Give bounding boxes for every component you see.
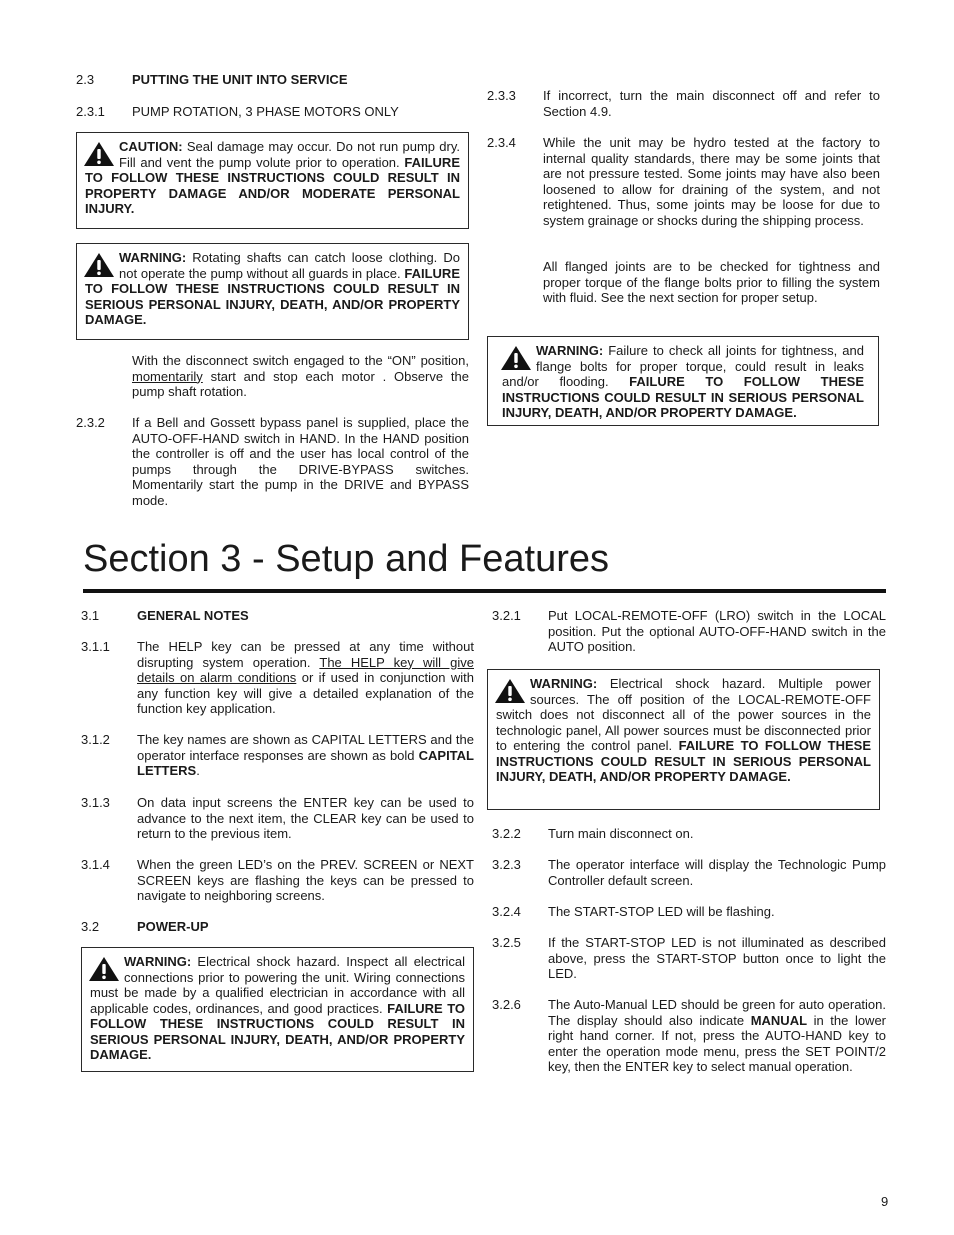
warning-box	[487, 669, 880, 810]
section-number: 3.2	[81, 919, 100, 934]
warning-text: Electrical shock hazard. Inspect all electrical connections prior to powering the unit. Wiring connections must be made by a qualified electrician in accordance with all applicable codes, ordinances, and good practices.	[90, 954, 465, 1016]
section-number: 2.3	[76, 72, 95, 87]
paragraph: Turn main disconnect on.	[548, 826, 694, 841]
warning-lead: WARNING:	[119, 250, 187, 265]
section-number: 3.1.2	[81, 732, 110, 747]
section-number: 3.2.2	[492, 826, 521, 841]
warning-triangle-icon	[88, 956, 120, 984]
section-number: 3.1.1	[81, 639, 110, 654]
warning-bold: FAILURE TO FOLLOW THESE INSTRUCTIONS COULD RESULT IN SERIOUS PERSONAL INJURY, DEATH, AND/OR PROPERTY DAMAGE.	[85, 265, 460, 327]
warning-text: Electrical shock hazard. Multiple power sources. The off position of the LOCAL-REMOTE-OFF switch does not disconnect all of the power sources in the technologic panel, All power sources must be disconnected prior to entering the control panel.	[496, 676, 871, 753]
warning-triangle-icon	[83, 141, 115, 169]
paragraph: If incorrect, turn the main disconnect off and refer to Section 4.9.	[543, 88, 880, 119]
section-number: 3.1.4	[81, 857, 110, 872]
warning-box	[487, 336, 879, 426]
paragraph: The START-STOP LED will be flashing.	[548, 904, 775, 919]
paragraph: If a Bell and Gossett bypass panel is supplied, place the AUTO-OFF-HAND switch in HAND. In the HAND position the controller is off and the user has local control of the pumps through the DRIVE-BYPASS switches. Momentarily start the pump in the DRIVE and BYPASS mode.	[132, 415, 469, 508]
paragraph: With the disconnect switch engaged to the “ON” position, momentarily start and stop each motor . Observe the pump shaft rotation.	[132, 353, 469, 399]
warning-text: Rotating shafts can catch loose clothing. Do not operate the pump without all guards in place.	[119, 250, 460, 281]
warning-text: Failure to check all joints for tightness, and flange bolts for proper torque, could result in leaks and/or flooding.	[502, 343, 864, 389]
section-heading: PUTTING THE UNIT INTO SERVICE	[132, 72, 348, 87]
section-heading: GENERAL NOTES	[137, 608, 249, 623]
warning-box	[81, 947, 474, 1072]
warning-lead: WARNING:	[530, 676, 598, 691]
warning-bold: FAILURE TO FOLLOW THESE INSTRUCTIONS COULD RESULT IN SERIOUS PERSONAL INJURY, DEATH, AND/OR PROPERTY DAMAGE.	[496, 738, 871, 784]
section-number: 3.2.6	[492, 997, 521, 1012]
section-heading: POWER-UP	[137, 919, 209, 934]
caution-bold: FAILURE TO FOLLOW THESE INSTRUCTIONS COULD RESULT IN PROPERTY DAMAGE AND/OR MODERATE PERSONAL INJURY.	[85, 154, 460, 216]
paragraph: When the green LED’s on the PREV. SCREEN or NEXT SCREEN keys are flashing the keys can be pressed to navigate to neighboring screens.	[137, 857, 474, 903]
paragraph: While the unit may be hydro tested at the factory to internal quality standards, there may be some joints that are not pressure tested. Some joints may have also been loosened to allow for draining of the system, and not retightened. Thus, some joints may be loose for due to system grainage or shocks during the shipping process.	[543, 135, 880, 228]
paragraph: The Auto-Manual LED should be green for auto operation. The display should also indicate MANUAL in the lower right hand corner. If not, press the AUTO-HAND key to enter the operation mode menu, press the SET POINT/2 key, then the ENTER key to select manual operation.	[548, 997, 887, 1074]
title-rule	[83, 589, 886, 593]
section-number: 2.3.2	[76, 415, 105, 430]
paragraph: On data input screens the ENTER key can be used to advance to the next item, the CLEAR key can be used to return to the previous item.	[137, 795, 474, 841]
paragraph: If the START-STOP LED is not illuminated as described above, press the START-STOP button once to light the LED.	[548, 935, 886, 981]
warning-triangle-icon	[83, 252, 115, 280]
section-number: 3.2.5	[492, 935, 521, 950]
paragraph: Put LOCAL-REMOTE-OFF (LRO) switch in the LOCAL position. Put the optional AUTO-OFF-HAND switch in the AUTO position.	[548, 608, 886, 654]
section-number: 2.3.1	[76, 104, 105, 119]
paragraph: The HELP key can be pressed at any time without disrupting system operation. The HELP key will give details on alarm conditions or if used in conjunction with any function key will give a detailed explanation of the function key application.	[137, 639, 474, 716]
paragraph: The key names are shown as CAPITAL LETTERS and the operator interface responses are shown as bold CAPITAL LETTERS.	[137, 732, 474, 778]
warning-triangle-icon	[494, 678, 526, 706]
section-number: 3.2.4	[492, 904, 521, 919]
warning-triangle-icon	[500, 345, 532, 373]
warning-lead: WARNING:	[536, 343, 604, 358]
section-number: 2.3.3	[487, 88, 516, 103]
warning-box	[76, 243, 469, 340]
section-number: 3.1.3	[81, 795, 110, 810]
section-heading: PUMP ROTATION, 3 PHASE MOTORS ONLY	[132, 104, 399, 119]
warning-bold: FAILURE TO FOLLOW THESE INSTRUCTIONS COULD RESULT IN SERIOUS PERSONAL INJURY, DEATH, AND/OR PROPERTY DAMAGE.	[90, 1000, 466, 1062]
section-number: 3.2.1	[492, 608, 521, 623]
section-number: 3.1	[81, 608, 100, 623]
warning-lead: WARNING:	[124, 954, 192, 969]
paragraph: All flanged joints are to be checked for tightness and proper torque of the flange bolts prior to filling the system with fluid. See the next section for proper setup.	[543, 259, 880, 305]
caution-box	[76, 132, 469, 229]
page-title: Section 3 - Setup and Features	[83, 538, 609, 580]
caution-text: Seal damage may occur. Do not run pump dry. Fill and vent the pump volute prior to operation.	[119, 139, 460, 170]
section-number: 2.3.4	[487, 135, 516, 150]
page-number: 9	[881, 1194, 889, 1209]
section-number: 3.2.3	[492, 857, 521, 872]
warning-bold: FAILURE TO FOLLOW THESE INSTRUCTIONS COULD RESULT IN SERIOUS PERSONAL INJURY, DEATH, AND/OR PROPERTY DAMAGE.	[502, 374, 864, 420]
caution-lead: CAUTION:	[119, 139, 183, 154]
paragraph: The operator interface will display the Technologic Pump Controller default screen.	[548, 857, 886, 888]
